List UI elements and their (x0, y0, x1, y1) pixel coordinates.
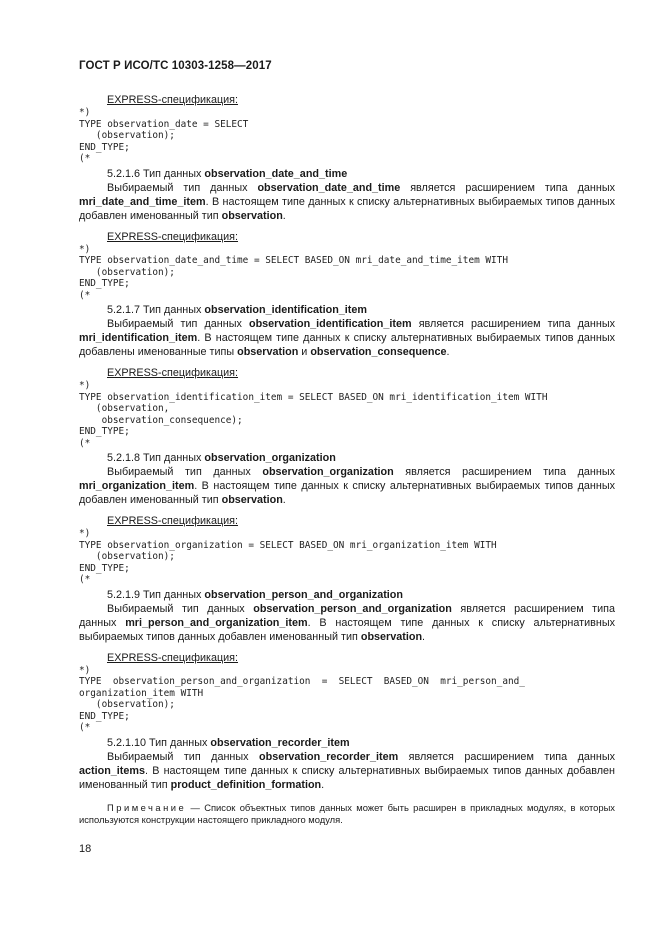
express-code-block: *) TYPE observation_date_and_time = SELECT BASED_ON mri_date_and_time_item WITH (observation); END_TYPE; (* (79, 243, 508, 301)
section-heading (79, 736, 615, 750)
heading-number: 5.2.1.9 Тип данных (107, 588, 205, 601)
express-spec-label: EXPRESS-спецификация: (107, 94, 239, 106)
heading-type-name: observation_organization (204, 452, 336, 464)
note (79, 802, 615, 827)
note-text: — Список объектных типов данных может быть расширен в прикладных модулях, в которых используются конструкции настоящего прикладного модуля. (79, 801, 615, 825)
section-paragraph: Выбираемый тип данных observation_identification_item является расширением типа данных mri_identification_item. В настоящем типе данных к списку альтернативных выбираемых типов данных добавлены именованные типы observation и observation_consequence. (79, 318, 615, 358)
heading-type-name: observation_identification_item (204, 304, 367, 316)
heading-number: 5.2.1.10 Тип данных (107, 736, 211, 749)
section-heading (79, 303, 615, 317)
section-heading (79, 588, 615, 602)
section-heading (79, 451, 615, 465)
section-heading (79, 167, 615, 181)
page-number: 18 (79, 843, 92, 855)
section-paragraph: Выбираемый тип данных observation_person_and_organization является расширением типа данных mri_person_and_organization_item. В настоящем типе данных к списку альтернативных выбираемых типов данных добавлен именованный тип observation. (79, 602, 615, 643)
express-spec-label: EXPRESS-спецификация: (107, 515, 239, 527)
express-code-block: *) TYPE observation_organization = SELECT BASED_ON mri_organization_item WITH (observation); END_TYPE; (* (79, 528, 497, 585)
express-code-block: *) TYPE observation_person_and_organization = SELECT BASED_ON mri_person_and_ organization_item WITH (observation); END_TYPE; (* (79, 664, 525, 733)
section-paragraph: Выбираемый тип данных observation_recorder_item является расширением типа данных action_items. В настоящем типе данных к списку альтернативных выбираемых типов данных добавлен именованный тип product_definition_formation. (79, 750, 615, 791)
section-paragraph: Выбираемый тип данных observation_date_and_time является расширением типа данных mri_date_and_time_item. В настоящем типе данных к списку альтернативных выбираемых типов данных добавлен именованный тип observation. (79, 181, 615, 222)
heading-type-name: observation_recorder_item (210, 736, 350, 749)
express-spec-label: EXPRESS-спецификация: (107, 230, 239, 243)
express-spec-label: EXPRESS-спецификация: (107, 651, 239, 664)
document-header: ГОСТ Р ИСО/ТС 10303-1258—2017 (79, 60, 272, 72)
section-paragraph: Выбираемый тип данных observation_organization является расширением типа данных mri_organization_item. В настоящем типе данных к списку альтернативных выбираемых типов данных добавлен именованный тип observation. (79, 466, 615, 506)
note-label: Примечание (107, 801, 187, 813)
express-spec-label: EXPRESS-спецификация: (107, 367, 239, 379)
express-code-block: *) TYPE observation_date = SELECT (observation); END_TYPE; (* (79, 107, 249, 164)
heading-number: 5.2.1.8 Тип данных (107, 452, 205, 464)
express-code-block: *) TYPE observation_identification_item = SELECT BASED_ON mri_identification_item WITH (observation, observation_consequence); END_TYPE; (* (79, 380, 548, 449)
heading-number: 5.2.1.7 Тип данных (107, 304, 205, 316)
heading-type-name: observation_person_and_organization (204, 588, 403, 601)
heading-type-name: observation_date_and_time (204, 167, 348, 180)
heading-number: 5.2.1.6 Тип данных (107, 167, 205, 180)
page-content (79, 92, 615, 827)
